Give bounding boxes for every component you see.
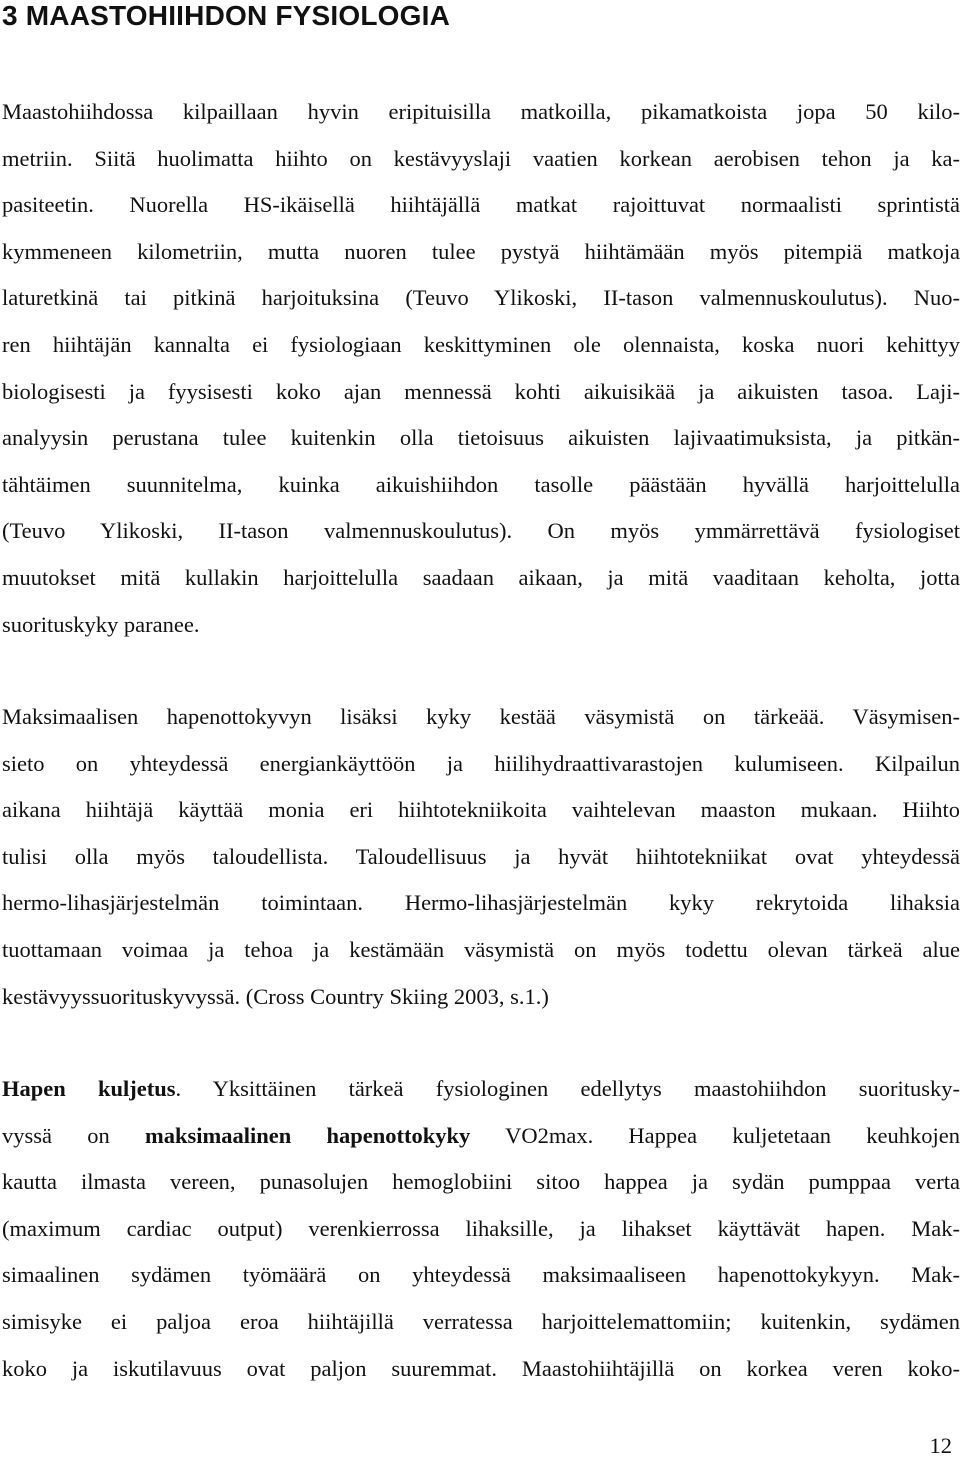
chapter-heading: 3 MAASTOHIIHDON FYSIOLOGIA bbox=[2, 0, 451, 31]
paragraph-line: ren hiihtäjän kannalta ei fysiologiaan keskittyminen ole olennaista, koska nuori kehittyy bbox=[2, 331, 960, 357]
page-number: 12 bbox=[929, 1433, 952, 1458]
paragraph-line bbox=[0, 1066, 960, 1113]
line-text: VO2max. Happea kuljetetaan keuhkojen bbox=[470, 1122, 960, 1148]
paragraph-line: kymmeneen kilometriin, mutta nuoren tulee pystyä hiihtämään myös pitempiä matkoja bbox=[2, 238, 960, 264]
paragraph-oxygen-transport bbox=[0, 1066, 960, 1392]
paragraph-fatigue bbox=[0, 694, 960, 1020]
line-text: vyssä on bbox=[2, 1122, 145, 1148]
paragraph-line: simisyke ei paljoa eroa hiihtäjillä verratessa harjoittelemattomiin; kuitenkin, sydämen bbox=[2, 1308, 960, 1334]
paragraph-line: koko ja iskutilavuus ovat paljon suuremmat. Maastohiihtäjillä on korkea veren koko- bbox=[2, 1355, 960, 1381]
paragraph-line: aikana hiihtäjä käyttää monia eri hiihtotekniikoita vaihtelevan maaston mukaan. Hiihto bbox=[2, 797, 960, 823]
paragraph-line: Maksimaalisen hapenottokyvyn lisäksi kyky kestää väsymistä on tärkeää. Väsymisen- bbox=[2, 704, 960, 729]
paragraph-line: simaalinen sydämen työmäärä on yhteydessä maksimaaliseen hapenottokykyyn. Mak- bbox=[2, 1262, 960, 1288]
paragraph-line: sieto on yhteydessä energiankäyttöön ja hiilihydraattivarastojen kulumiseen. Kilpailun bbox=[2, 750, 960, 776]
paragraph-line: tähtäimen suunnitelma, kuinka aikuishiihdon tasolle päästään hyvällä harjoittelulla bbox=[2, 471, 960, 497]
paragraph-line: laturetkinä tai pitkinä harjoituksina (Teuvo Ylikoski, II-tason valmennuskoulutus). Nuo- bbox=[2, 285, 960, 311]
paragraph-line: metriin. Siitä huolimatta hiihto on kestävyyslaji vaatien korkean aerobisen tehon ja ka- bbox=[2, 145, 960, 171]
paragraph-line: Maastohiihdossa kilpaillaan hyvin eripituisilla matkoilla, pikamatkoista jopa 50 kilo- bbox=[2, 99, 960, 124]
paragraph-line: pasiteetin. Nuorella HS-ikäisellä hiihtäjällä matkat rajoittuvat normaalisti sprintistä bbox=[2, 192, 960, 218]
paragraph-line: hermo-lihasjärjestelmän toimintaan. Hermo-lihasjärjestelmän kyky rekrytoida lihaksia bbox=[2, 890, 960, 916]
vo2max-term: maksimaalinen hapenottokyky bbox=[144, 1122, 471, 1148]
paragraph-line: kautta ilmasta vereen, punasolujen hemoglobiini sitoo happea ja sydän pumppaa verta bbox=[2, 1169, 960, 1195]
paragraph-line bbox=[0, 1113, 960, 1160]
paragraph-line: suorituskyky paranee. bbox=[2, 611, 200, 637]
paragraph-line: muutokset mitä kullakin harjoittelulla saadaan aikaan, ja mitä vaaditaan keholta, jotta bbox=[2, 564, 960, 590]
paragraph-line: (maximum cardiac output) verenkierrossa lihaksille, ja lihakset käyttävät hapen. Mak- bbox=[2, 1215, 960, 1241]
paragraph-line: tuottamaan voimaa ja tehoa ja kestämään väsymistä on myös todettu olevan tärkeä alue bbox=[2, 936, 960, 962]
paragraph-line: biologisesti ja fyysisesti koko ajan mennessä kohti aikuisikää ja aikuisten tasoa. Laji- bbox=[2, 378, 960, 404]
paragraph-intro bbox=[0, 89, 960, 648]
oxygen-transport-term: Hapen kuljetus bbox=[2, 1076, 176, 1101]
paragraph-line: kestävyyssuorituskyvyssä. (Cross Country Skiing 2003, s.1.) bbox=[2, 983, 549, 1009]
paragraph-line: analyysin perustana tulee kuitenkin olla tietoisuus aikuisten lajivaatimuksista, ja pitkän- bbox=[2, 425, 960, 451]
line-text: . Yksittäinen tärkeä fysiologinen edellytys maastohiihdon suoritusky- bbox=[175, 1076, 960, 1101]
paragraph-line: (Teuvo Ylikoski, II-tason valmennuskoulutus). On myös ymmärrettävä fysiologiset bbox=[2, 518, 960, 544]
paragraph-line: tulisi olla myös taloudellista. Taloudellisuus ja hyvät hiihtotekniikat ovat yhteydessä bbox=[2, 843, 960, 869]
